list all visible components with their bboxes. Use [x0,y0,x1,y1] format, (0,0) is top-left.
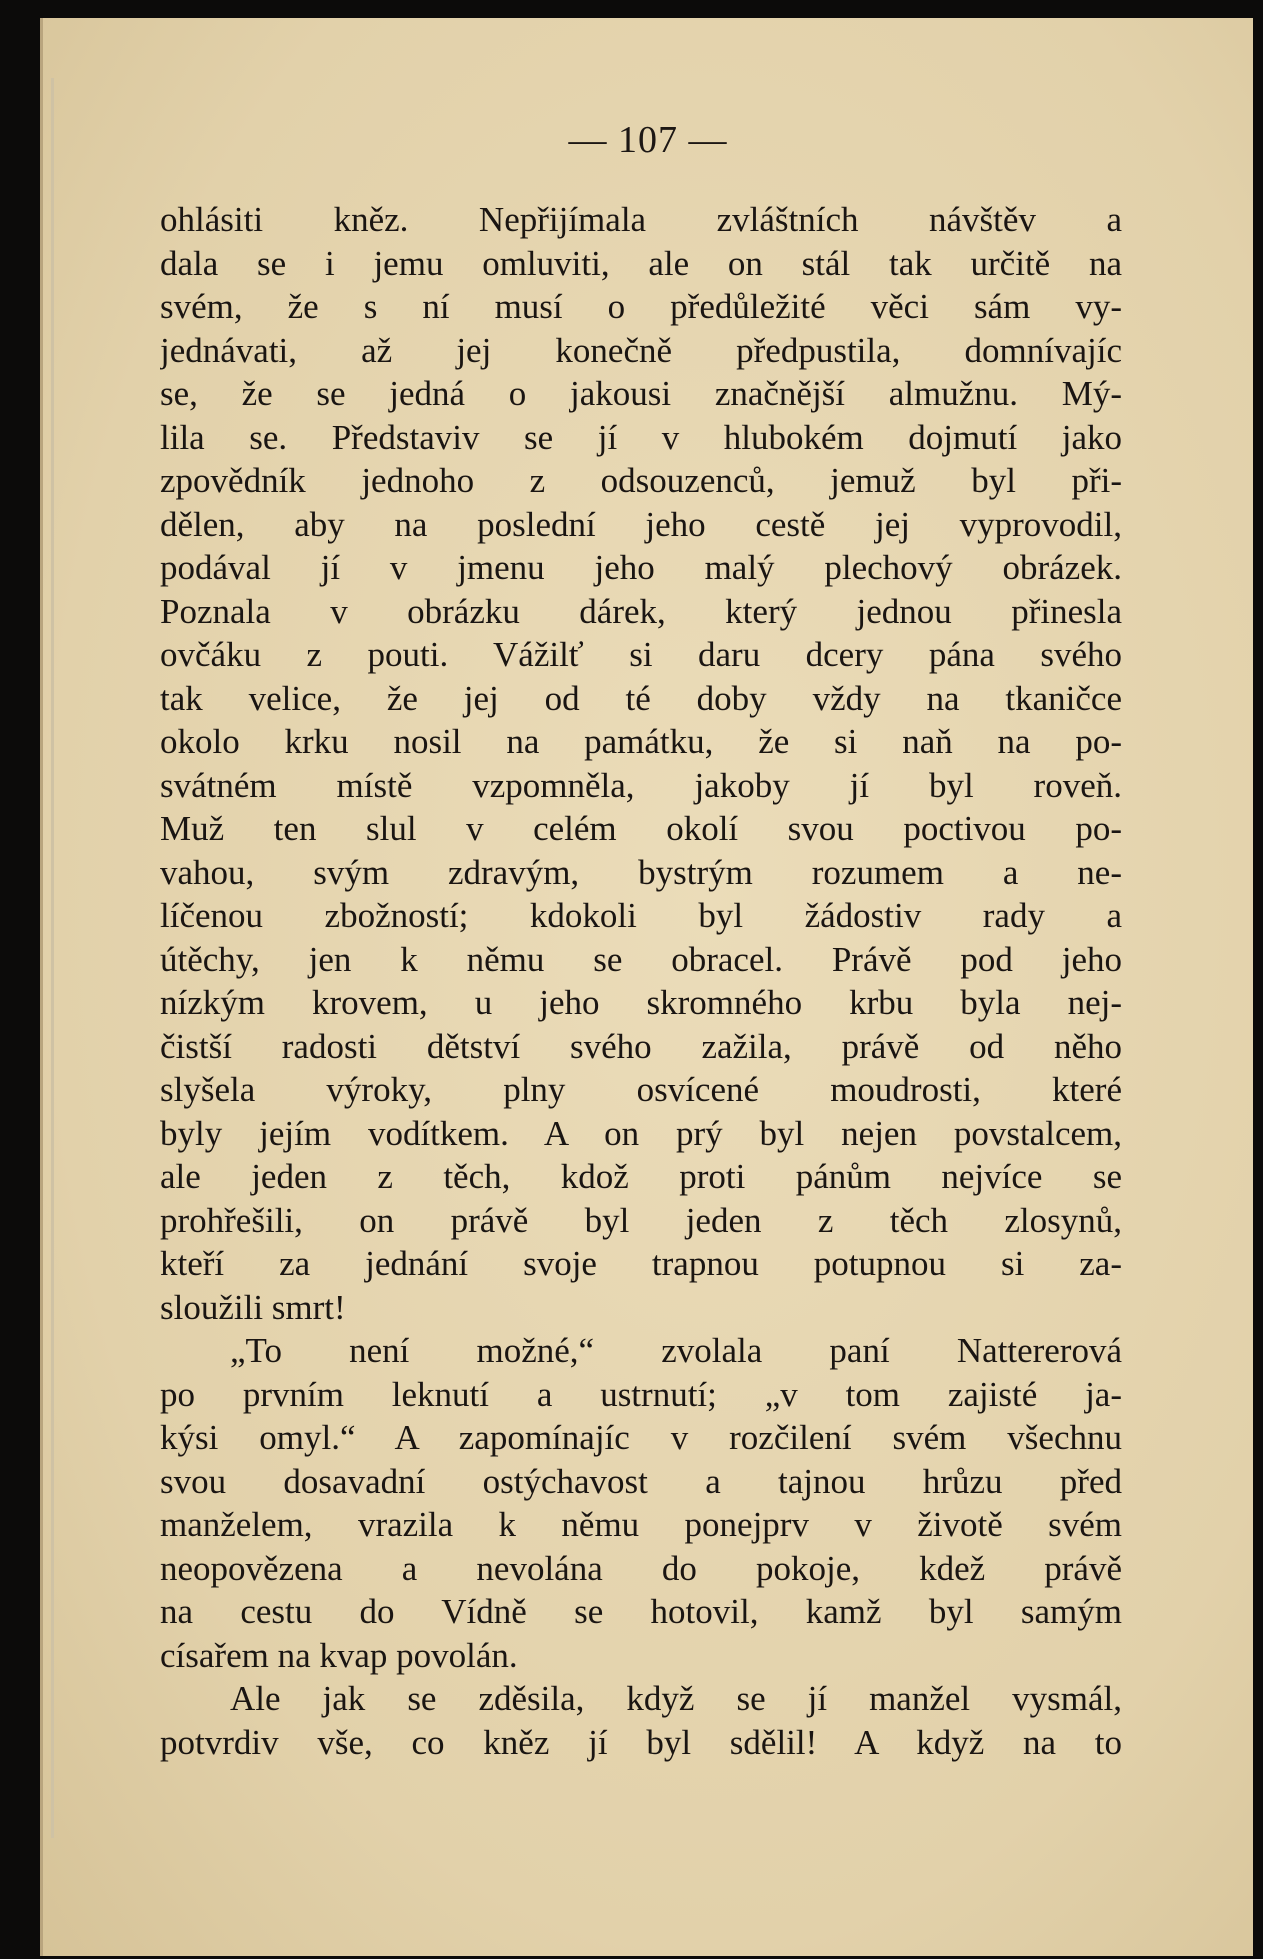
text-line: Ale jak se zděsila, když se jí manžel vysmál, [230,1679,1122,1718]
text-line: kýsi omyl.“ A zapomínajíc v rozčilení svém všechnu [160,1418,1122,1457]
text-line: Muž ten slul v celém okolí svou poctivou po- [160,809,1122,848]
text-line: sloužili smrt! [160,1287,346,1327]
text-line: tak velice, že jej od té doby vždy na tkaničce [160,678,1122,718]
text-line: byly jejím vodítkem. A on prý byl nejen povstalcem, [160,1113,1122,1153]
text-line: vahou, svým zdravým, bystrým rozumem a ne- [160,852,1122,892]
text-line: jednávati, až jej konečně předpustila, domnívajíc [160,330,1122,370]
text-line: ovčáku z pouti. Vážilť si daru dcery pána svého [160,635,1122,674]
text-line: svátném místě vzpomněla, jakoby jí byl roveň. [160,765,1122,805]
text-line: zpovědník jednoho z odsouzenců, jemuž byl při- [160,461,1122,500]
text-line: okolo krku nosil na památku, že si naň na po- [160,722,1122,761]
text-line: prohřešili, on právě byl jeden z těch zlosynů, [160,1200,1122,1240]
text-line: líčenou zbožností; kdokoli byl žádostiv rady a [160,896,1122,935]
page-text [160,198,1122,1764]
text-line: císařem na kvap povolán. [160,1635,518,1675]
text-line: dala se i jemu omluviti, ale on stál tak určitě na [160,243,1122,283]
paragraph [160,198,1122,1329]
text-line: dělen, aby na poslední jeho cestě jej vyprovodil, [160,504,1122,544]
text-line: svou dosavadní ostýchavost a tajnou hrůzu před [160,1461,1122,1501]
page-number: — 107 — [568,119,728,161]
text-line: slyšela výroky, plny osvícené moudrosti, které [160,1070,1122,1109]
text-line: neopovězena a nevolána do pokoje, kdež právě [160,1548,1122,1588]
text-line: ohlásiti kněz. Nepřijímala zvláštních návštěv a [160,200,1122,239]
text-line: Poznala v obrázku dárek, který jednou přinesla [160,591,1122,631]
paragraph [160,1677,1122,1764]
text-line: podával jí v jmenu jeho malý plechový obrázek. [160,548,1122,587]
text-line: kteří za jednání svoje trapnou potupnou si za- [160,1244,1122,1283]
text-line: ale jeden z těch, kdož proti pánům nejvíce se [160,1157,1122,1196]
paragraph [160,1329,1122,1677]
text-line: čistší radosti dětství svého zažila, právě od něho [160,1026,1122,1066]
text-line: nízkým krovem, u jeho skromného krbu byla nej- [160,983,1122,1022]
text-line: „To není možné,“ zvolala paní Nattererová [230,1331,1122,1370]
text-line: útěchy, jen k němu se obracel. Právě pod jeho [160,939,1122,979]
text-line: manželem, vrazila k němu ponejprv v životě svém [160,1505,1122,1544]
text-line: potvrdiv vše, co kněz jí byl sdělil! A když na to [160,1722,1122,1762]
binding-edge-mark [51,78,54,1838]
text-line: na cestu do Vídně se hotovil, kamž byl samým [160,1592,1122,1631]
text-line: svém, že s ní musí o předůležité věci sám vy- [160,287,1122,326]
text-line: po prvním leknutí a ustrnutí; „v tom zajisté ja- [160,1374,1122,1414]
text-line: lila se. Představiv se jí v hlubokém dojmutí jako [160,417,1122,457]
text-line: se, že se jedná o jakousi značnější almužnu. Mý- [160,374,1122,413]
